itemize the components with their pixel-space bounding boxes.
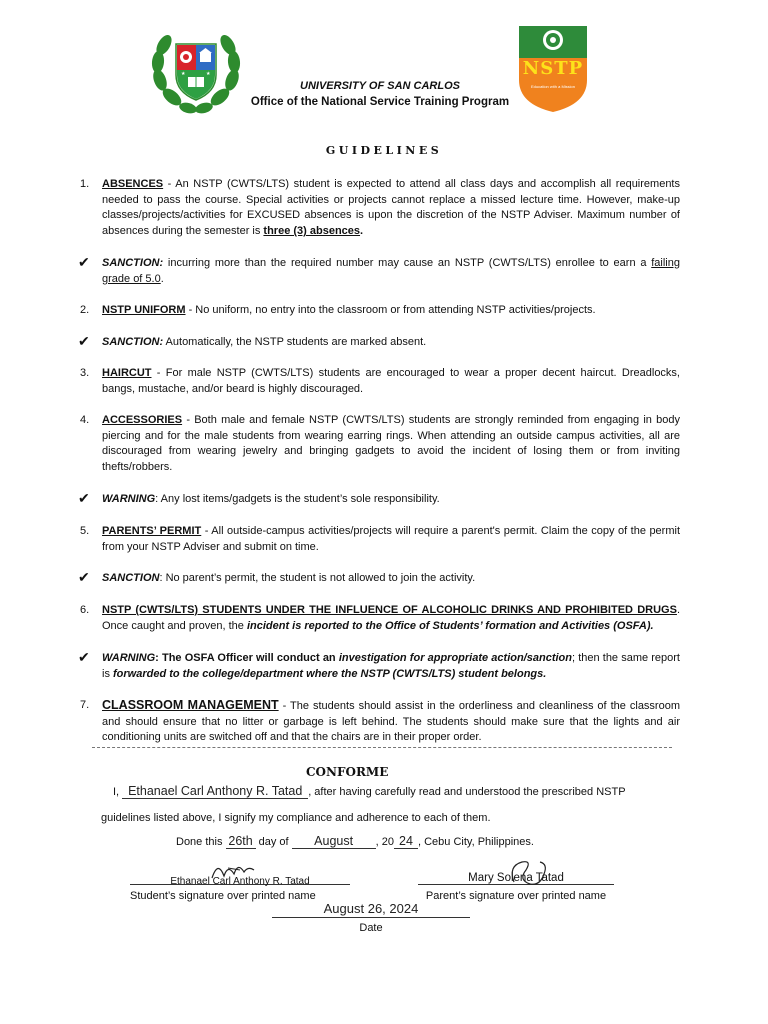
item-text: - Both male and female NSTP (CWTS/LTS) students are strongly reminded from engaging in body piercing and for the male students from wearing earring rings. When attending an outside campus activities, all are discouraged from wearing jewelry and bringing gadgets to avoid the incident of losing them or from inviting thefts/robbers. [102, 414, 680, 474]
item-text: . Once caught and proven, the [102, 604, 680, 632]
parent-printed-name: Mary Solena Tatad [468, 872, 564, 884]
date-caption: Date [359, 922, 383, 934]
student-signature-mark [208, 858, 258, 884]
note-text-1: : The OSFA Officer will conduct an [155, 652, 339, 664]
guideline-item-haircut [80, 366, 680, 397]
cut-line-divider [92, 747, 672, 748]
note-text: Automatically, the NSTP students are marked absent. [163, 336, 427, 348]
item-text: - All outside-campus activities/projects will require a parent's permit. Claim the copy of the permit from your NSTP Adviser and submit on time. [102, 525, 681, 553]
note-end: . [160, 272, 164, 285]
student-printed-name: Ethanael Carl Anthony R. Tatad [170, 876, 310, 887]
item-end: . [360, 225, 364, 238]
item-heading: PARENTS’ PERMIT [102, 525, 202, 537]
item-text: - The students should assist in the orderliness and cleanliness of the classroom and should ensure that no litter or garbage is left behind. The students should make sure that the lights and air conditioning units are switched off and that the chairs are in their proper order. [102, 700, 680, 744]
guideline-item-parents-permit [80, 524, 680, 555]
item-heading: ACCESSORIES [102, 414, 183, 426]
check-icon: ✔ [78, 490, 90, 506]
nstp-logo-tagline: Education with a Mission [530, 84, 576, 89]
item-heading: HAIRCUT [102, 367, 152, 379]
note-emphasis-2: forwarded to the college/department where the NSTP (CWTS/LTS) student belongs. [113, 667, 547, 680]
date-field[interactable]: August 26, 2024 [272, 901, 470, 918]
item-number: 4. [80, 414, 90, 426]
item-number: 2. [80, 304, 90, 316]
note-text: : No parent’s permit, the student is not allowed to join the activity. [159, 572, 476, 584]
item-text: - No uniform, no entry into the classroom or from attending NSTP activities/projects. [185, 304, 596, 316]
check-icon: ✔ [78, 333, 90, 349]
item-number: 1. [80, 178, 90, 190]
check-icon: ✔ [78, 649, 90, 665]
item-heading: ABSENCES [102, 178, 164, 190]
item-emphasis: incident is reported to the Office of Students’ formation and Activities (OSFA). [246, 619, 654, 632]
item-heading: NSTP (CWTS/LTS) STUDENTS UNDER THE INFLUENCE OF ALCOHOLIC DRINKS AND PROHIBITED DRUGS [102, 604, 677, 616]
item-number: 7. [80, 699, 90, 711]
note-emphasis-1: investigation for appropriate action/sanction [338, 652, 572, 664]
guideline-item-uniform [80, 303, 680, 319]
university-name: UNIVERSITY OF SAN CARLOS [300, 80, 460, 92]
student-signature-block [130, 862, 350, 902]
student-name-field[interactable]: Ethanael Carl Anthony R. Tatad [122, 784, 308, 799]
note-label: SANCTION: [102, 257, 164, 269]
note-text: incurring more than the required number may cause an NSTP (CWTS/LTS) enrollee to earn a [163, 257, 652, 269]
item-text: - For male NSTP (CWTS/LTS) students are encouraged to wear a proper decent haircut. Dreadlocks, bangs, mustache, and/or beard is highly discouraged. [102, 367, 680, 395]
item-number: 5. [80, 525, 90, 537]
done-this-label: Done this [176, 836, 223, 848]
check-icon: ✔ [78, 569, 90, 585]
page-title: GUIDELINES [325, 144, 443, 157]
item-text: - An NSTP (CWTS/LTS) student is expected to attend all class days and accomplish all requirements needed to pass the course. Special activities or projects cannot replace a missed lecture time. However, make-up classes/projects/activities for EXCUSED absences is upon the discretion of the NSTP Adviser. Maximum number of absences during the semester is [102, 178, 680, 238]
place-text: , Cebu City, Philippines. [418, 836, 534, 848]
day-of-label: day of [258, 836, 289, 848]
after-name-text: , after having carefully read and understood the prescribed NSTP [308, 786, 626, 798]
guideline-item-absences [80, 177, 680, 240]
item-heading: NSTP UNIFORM [102, 304, 186, 316]
month-field[interactable]: August [292, 834, 376, 849]
parent-signature-mark [504, 856, 554, 890]
year-prefix: , 20 [375, 836, 394, 848]
svg-text:★: ★ [181, 71, 186, 77]
day-field[interactable]: 26th [226, 834, 256, 849]
svg-text:★: ★ [206, 71, 211, 77]
item-number: 3. [80, 367, 90, 379]
conforme-line-1 [113, 784, 673, 799]
note-label: SANCTION: [102, 336, 164, 348]
note-label: WARNING [102, 652, 156, 664]
note-emphasis: failing grade of 5.0 [102, 257, 680, 285]
item-emphasis: three (3) absences [263, 225, 361, 238]
conforme-title: CONFORME [306, 765, 389, 779]
note-text-2: ; then the same report is [102, 652, 680, 680]
parent-caption: Parent’s signature over printed name [425, 890, 607, 902]
date-block [272, 901, 470, 934]
office-name: Office of the National Service Training Program [250, 96, 510, 108]
item-heading: CLASSROOM MANAGEMENT [102, 698, 279, 712]
nstp-logo-text: NSTP [522, 58, 584, 79]
note-label: WARNING [102, 493, 156, 505]
note-label: SANCTION [102, 572, 160, 584]
warning-note-1 [80, 492, 680, 508]
check-icon: ✔ [78, 254, 90, 270]
guideline-item-classroom [80, 698, 680, 746]
sanction-note-1 [80, 256, 680, 287]
sanction-note-2 [80, 335, 680, 351]
conforme-line-2: guidelines listed above, I signify my compliance and adherence to each of them. [101, 812, 491, 824]
done-this-line [176, 834, 696, 849]
guideline-item-alcohol-drugs [80, 603, 680, 634]
year-field[interactable]: 24 [394, 834, 418, 849]
item-number: 6. [80, 604, 90, 616]
guideline-item-accessories [80, 413, 680, 476]
note-text: : Any lost items/gadgets is the student’s sole responsibility. [155, 493, 440, 505]
parent-signature-block [418, 862, 614, 902]
i-prefix: I, [113, 786, 120, 798]
sanction-note-3 [80, 571, 680, 587]
student-caption: Student’s signature over printed name [130, 890, 316, 902]
warning-note-2 [80, 651, 680, 682]
